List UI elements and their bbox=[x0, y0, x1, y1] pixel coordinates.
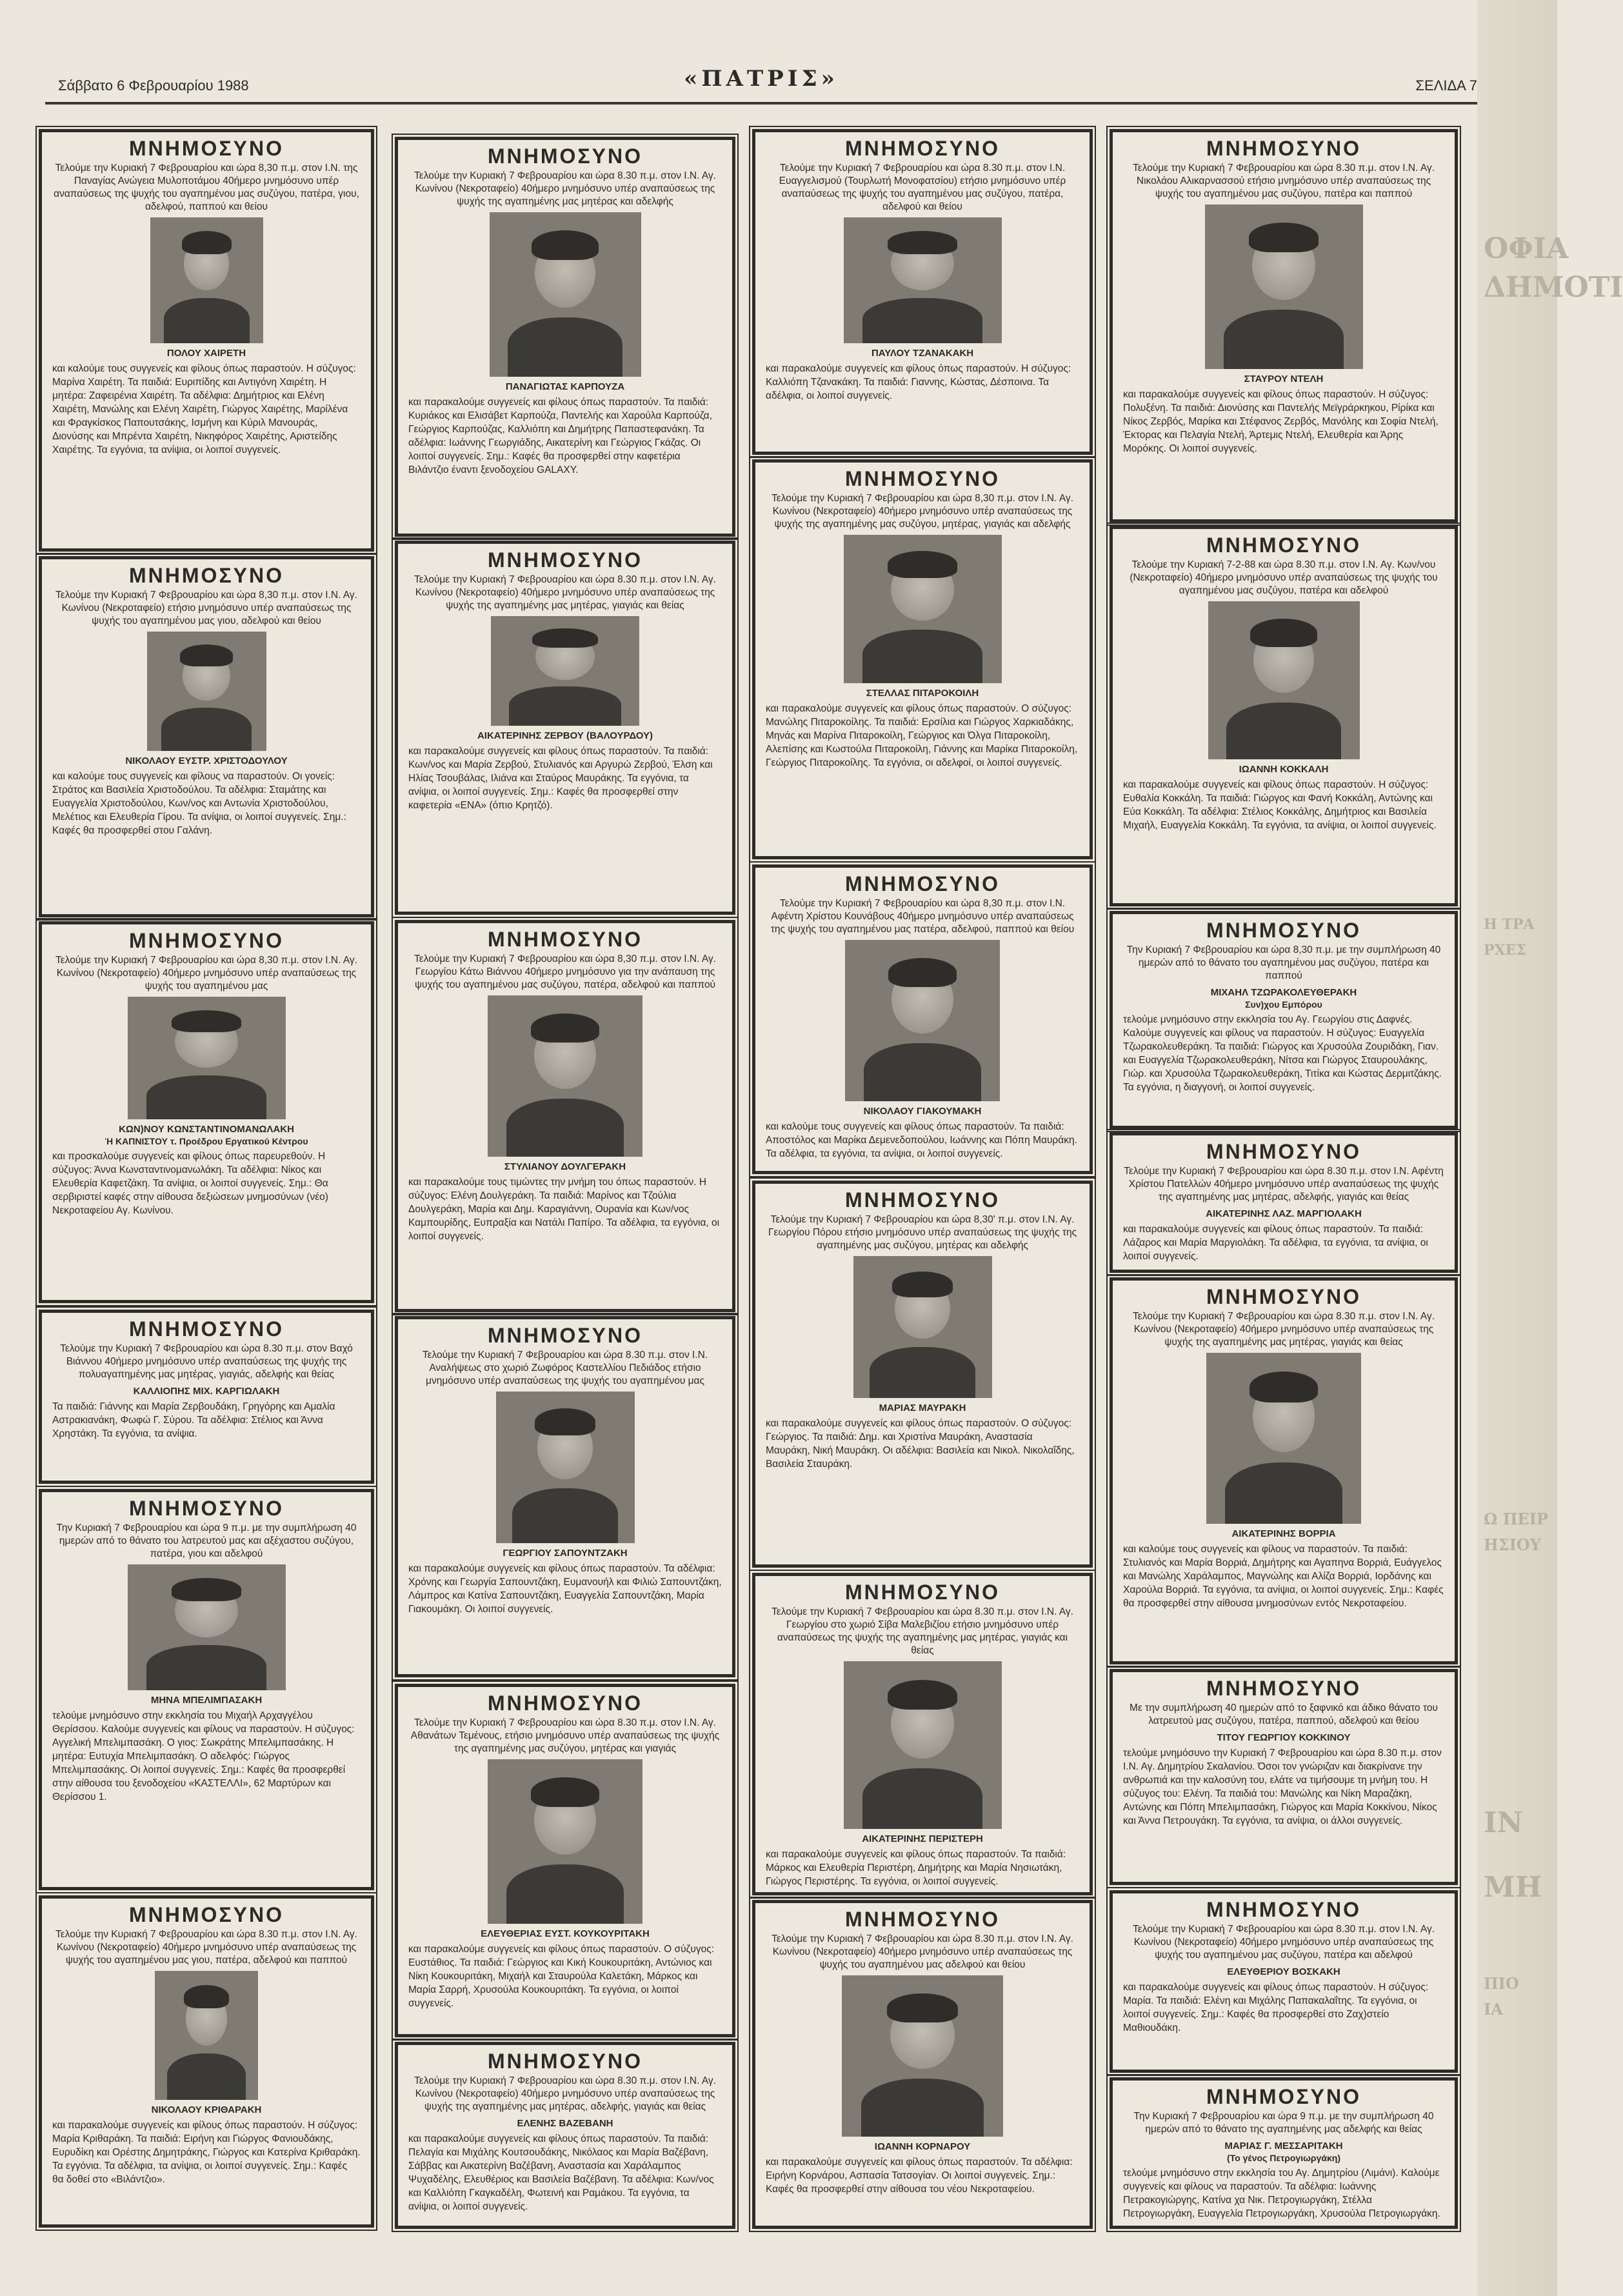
header-rule bbox=[45, 102, 1484, 105]
ghost-text: ΠΙΟ bbox=[1484, 1974, 1519, 1993]
notice-intro: Τελούμε την Κυριακή 7 Φεβρουαρίου και ώρα 8,30 π.μ. στον Ι.Ν. Αγ. Κωνίνου (Νεκροταφείο) 40ήμερο μνημόσυνο υπέρ αναπαύσεως της ψυχής του αγαπημένου μας bbox=[55, 955, 357, 992]
portrait-frame bbox=[52, 217, 361, 343]
page-header bbox=[39, 62, 1484, 107]
notice-title: ΜΝΗΜΟΣΥΝΟ bbox=[488, 2050, 642, 2073]
portrait-frame bbox=[408, 1759, 722, 1924]
memorial-notice bbox=[1110, 911, 1458, 1129]
memorial-notice bbox=[1110, 1132, 1458, 1273]
ghost-text: Η ΤΡΑ bbox=[1484, 916, 1535, 933]
deceased-subtitle: Συν)χου Εμπόρου bbox=[1245, 999, 1322, 1010]
notice-intro: Τελούμε την Κυριακή 7 Φεβρουαρίου και ώρα 8.30 π.μ. στον Ι.Ν. Αναλήψεως στο χωριό Ζωφόρος Καστελλίου Πεδιάδος ετήσιο μνημόσυνο υπέρ αναπαύσεως της ψυχής του αγαπημένου μας bbox=[422, 1350, 708, 1386]
notice-body: και καλούμε τους συγγενείς και φίλους να παραστούν. Οι γονείς: Στράτος και Βασιλεία Χριστοδούλου. Τα αδέλφια: Σταμάτης και Ευαγγελία Χριστοδούλου, Κων/νος και Αντωνία Χριστοδούλου, Μελέτιος και Ελευθερία Γίρου. Τα ανίψια, οι λοιποί συγγενείς. Σημ.: Καφές θα προσφερθεί στου Γαλάνη. bbox=[52, 771, 346, 836]
portrait-frame bbox=[766, 940, 1079, 1101]
ghost-text: ΡΧΕΣ bbox=[1484, 942, 1526, 959]
notice-intro: Τελούμε την Κυριακή 7 Φεβρουαρίου και ώρα 8.30 π.μ. στον Ι.Ν. Αγ. Κωνίνου (Νεκροταφείο) 40ήμερο μνημόσυνο υπέρ αναπαύσεως της ψυχής της αγαπημένης μας μητέρας και αδελφής bbox=[414, 170, 716, 207]
notice-intro: Τελούμε την Κυριακή 7 Φεβρουαρίου και ώρα 8,30 π.μ. στον Ι.Ν. Αγ. Κωνίνου (Νεκροταφείο) ετήσιο μνημόσυνο υπέρ αναπαύσεως της ψυχής του αγαπημένου μας γιου, αδελφού και θείου bbox=[55, 590, 357, 626]
notice-title: ΜΝΗΜΟΣΥΝΟ bbox=[845, 872, 1000, 895]
notice-title: ΜΝΗΜΟΣΥΝΟ bbox=[845, 137, 1000, 160]
notice-title: ΜΝΗΜΟΣΥΝΟ bbox=[488, 548, 642, 572]
notice-body: και παρακαλούμε συγγενείς και φίλους όπως παραστούν. Η σύζυγος: Πολυξένη. Τα παιδιά: Διονύσης και Παντελής Μεϊγράρκηκου, Ρίρίκα και Νίκος Ζερβός, Μαρίκα και Στέφανος Ζερβός, Μανόλης και Σοφία Ντελή, Έκτορας και Πελαγία Ντελή, Άρτεμις Ντελή, Ελευθερία και Άρης Μορόκης. Οι λοιποί συγγενείς. bbox=[1123, 389, 1439, 454]
portrait-frame bbox=[1123, 601, 1444, 759]
memorial-notice bbox=[39, 129, 374, 552]
notice-title: ΜΝΗΜΟΣΥΝΟ bbox=[129, 137, 284, 160]
notice-title: ΜΝΗΜΟΣΥΝΟ bbox=[129, 929, 284, 952]
deceased-portrait bbox=[1208, 601, 1360, 759]
notice-body: και παρακαλούμε συγγενείς και φίλους όπως παραστούν. Τα παιδιά: Κων/νος και Μαρία Ζερβού, Στυλιανός και Αργυρώ Ζερβού, Έλση και Ηλίας Τσουβάλας, Ιλιάνα και Σταύρος Μαυράκης. Τα εγγόνια, τα ανίψια, οι λοιποί συγγενείς. Σημ.: Καφές θα προσφερθεί στην καφετερία «ΕΝΑ» (όπιο Κρητζό). bbox=[408, 746, 713, 811]
notice-body: και προσκαλούμε συγγενείς και φίλους όπως παρευρεθούν. Η σύζυγος: Άννα Κωνσταντινομανωλάκη. Τα αδέλφια: Νίκος και Ελευθερία Καφετζάκη. Τα ανίψια, οι λοιποί συγγενείς. Σημ.: Θα σερβιριστεί καφές στην αίθουσα δεξιώσεων μνημοσύνων (νέο) Νεκροταφείου Αγ. Κωνίνου. bbox=[52, 1151, 328, 1216]
notice-body: και παρακαλούμε συγγενείς και φίλους όπως παραστούν. Η σύζυγος: Μαρία Κριθαράκη. Τα παιδιά: Ειρήνη και Γιώργος Φανιουδάκης, Ευρυδίκη και Ορέστης Δημητράκης, Γιώργος και Κατερίνα Κριθαράκη. Τα εγγόνια. Τα αδέλφια, τα ανίψια, οι λοιποί συγγενείς. Σημ.: Καφές θα δοθεί στο «Βιλάντζιο». bbox=[52, 2120, 361, 2185]
deceased-portrait bbox=[845, 940, 1000, 1101]
deceased-portrait bbox=[150, 217, 263, 343]
memorial-notice bbox=[39, 556, 374, 917]
notice-body: και καλούμε τους συγγενείς και φίλους να παραστούν. Τα παιδιά: Στυλιανός και Μαρία Βορριά, Δημήτρης και Αγαπηνα Βορριά, Ευάγγελος και Μανώλης Χαράλαμπος, Μαγνώλης και Αλίζα Βορριά, Ιορδάνης και Χαρούλα Βορριά. Τα εγγόνια, τα ανίψια, οι λοιποί συγγενείς. Σημ.: Καφές θα προσφερθεί στην αίθουσα μνημοσύνων εντός Νεκροταφείου. bbox=[1123, 1544, 1444, 1609]
notice-intro: Τελούμε την Κυριακή 7 Φεβρουαρίου και ώρα 8.30 π.μ. στον Ι.Ν. Αγ. Κωνίνου (Νεκροταφείο) 40ήμερο μνημόσυνο υπέρ αναπαύσεως της ψυχής του αγαπημένου μας αδελφού και θείου bbox=[772, 1933, 1073, 1970]
deceased-name: ΣΤΑΥΡΟΥ ΝΤΕΛΗ bbox=[1244, 374, 1324, 384]
notice-body: και παρακαλούμε συγγενείς και φίλους όπως παραστούν. Τα παιδιά: Λάζαρος και Μαρία Μαργιολάκη. Τα αδέλφια, τα εγγόνια, τα ανίψια, οι λοιποί συγγενείς. bbox=[1123, 1224, 1428, 1262]
notice-intro: Τελούμε την Κυριακή 7 Φεβρουαρίου και ώρα 8.30 π.μ. στον Ι.Ν. Αγ. Νικολάου Αλικαρνασσού ετήσιο μνημόσυνο υπέρ αναπαύσεως της ψυχής του αγαπημένου μας συζύγου, πατέρα και παππού bbox=[1133, 163, 1435, 199]
memorial-notice bbox=[1110, 129, 1458, 523]
notice-intro: Τελούμε την Κυριακή 7 Φεβρουαρίου και ώρα 8.30 π.μ. στον Ι.Ν. Αγ. Κωνίνου (Νεκροταφείο) 40ήμερο μνημόσυνο υπέρ αναπαύσεως της ψυχής του αγαπημένου μας συζύγου, πατέρα και αδελφού bbox=[1133, 1924, 1435, 1961]
ghost-text: ΔΗΜΟΤΙ bbox=[1484, 271, 1623, 304]
notice-body: και παρακαλούμε συγγενείς και φίλους όπως παραστούν. Τα αδέλφια: Ειρήνη Κορνάρου, Ασπασία Τατσογίαν. Οι λοιποί συγγενείς. Σημ.: Καφές θα προσφερθεί στην αίθουσα του νέου Νεκροταφείου. bbox=[766, 2157, 1073, 2195]
memorial-notice bbox=[1110, 526, 1458, 906]
deceased-portrait bbox=[496, 1392, 635, 1543]
notice-body: και παρακαλούμε συγγενείς και φίλους όπως παραστούν. Η σύζυγος: Μαρία. Τα παιδιά: Ελένη και Μιχάλης Παπακαλαΐτης. Τα εγγόνια, οι λοιποί συγγενείς. Σημ.: Καφές θα προσφερθεί στο Ζαχ)στείο Μαθιουδάκη. bbox=[1123, 1982, 1429, 2033]
memorial-notice bbox=[39, 1310, 374, 1484]
notice-intro: Με την συμπλήρωση 40 ημερών από το ξαφνικό και άδικο θάνατο του λατρευτού μας συζύγου, πατέρα, παππού, αδελφού και θείου bbox=[1130, 1702, 1438, 1726]
notice-body: και παρακαλούμε συγγενείς και φίλους όπως παραστούν. Ο σύζυγος: Γεώργιος. Τα παιδιά: Δημ. και Χριστίνα Μαυράκη, Αναστασία Μαυράκη, Νική Μαυράκη. Οι αδέλφια: Βασιλεία και Νικολ. Νικολαΐδης, Βασιλεία Σταυράκη. bbox=[766, 1418, 1075, 1470]
deceased-name: ΑΙΚΑΤΕΡΙΝΗΣ ΒΟΡΡΙΑ bbox=[1231, 1528, 1336, 1539]
memorial-notice bbox=[752, 459, 1093, 859]
notice-title: ΜΝΗΜΟΣΥΝΟ bbox=[1206, 137, 1361, 160]
deceased-name: ΚΩΝ)ΝΟΥ ΚΩΝΣΤΑΝΤΙΝΟΜΑΝΩΛΑΚΗ bbox=[119, 1124, 294, 1135]
portrait-frame bbox=[52, 1564, 361, 1690]
deceased-portrait bbox=[1205, 205, 1363, 369]
memorial-notice bbox=[752, 1900, 1093, 2229]
issue-date: Σάββατο 6 Φεβρουαρίου 1988 bbox=[58, 77, 249, 94]
ghost-text: ΟΦΙΑ bbox=[1484, 232, 1569, 265]
deceased-portrait bbox=[128, 1564, 286, 1690]
memorial-notice bbox=[1110, 2077, 1458, 2229]
deceased-portrait bbox=[128, 997, 286, 1119]
deceased-portrait bbox=[491, 616, 639, 726]
memorial-notice bbox=[39, 1489, 374, 1890]
deceased-portrait bbox=[155, 1971, 258, 2100]
deceased-portrait bbox=[488, 995, 642, 1157]
deceased-portrait bbox=[147, 632, 266, 751]
memorial-notice bbox=[395, 2042, 735, 2229]
notice-body: και παρακαλούμε συγγενείς και φίλους όπως παραστούν. Ο σύζυγος: Ευστάθιος. Τα παιδιά: Γεώργιος και Κική Κουκουριτάκη, Αντώνιος και Νίκη Κουκουριτάκη, Μιχαήλ και Σταυρούλα Καλετάκη, Μάρκος και Μαρία Σαρρή, Χρυσούλα Κουκουριτάκη. Τα εγγόνια, οι λοιποί συγγενείς. bbox=[408, 1944, 715, 2009]
deceased-name: ΠΟΛΟΥ ΧΑΙΡΕΤΗ bbox=[166, 348, 246, 359]
portrait-frame bbox=[408, 616, 722, 726]
notice-title: ΜΝΗΜΟΣΥΝΟ bbox=[845, 1188, 1000, 1212]
deceased-name: ΝΙΚΟΛΑΟΥ ΚΡΙΘΑΡΑΚΗ bbox=[151, 2104, 262, 2115]
notice-intro: Τελούμε την Κυριακή 7 Φεβρουαρίου και ώρα 8,30 π.μ. στον Ι.Ν. Αγ. Κωνίνου (Νεκροταφείο) 40ήμερο μνημόσυνο υπέρ αναπαύσεως της ψυχής της αγαπημένης μας συζύγου, μητέρας, γιαγιάς και αδελφής bbox=[772, 493, 1073, 530]
portrait-frame bbox=[766, 535, 1079, 683]
deceased-portrait bbox=[488, 1759, 642, 1924]
deceased-name: ΜΗΝΑ ΜΠΕΛΙΜΠΑΣΑΚΗ bbox=[150, 1695, 263, 1706]
notice-body: και παρακαλούμε συγγενείς και φίλους όπως παραστούν. Τα αδέλφια: Χρόνης και Γεωργία Σαπουντζάκη, Ευμανουήλ και Φιλιώ Σαπουντζάκη, Λάμπρος και Κατίνα Σαπουντζάκη, Ευαγγελία Σαπουντζάκη, Μαρία Γιακουμάκη. Οι λοιποί συγγενείς. bbox=[408, 1563, 722, 1615]
memorial-notice bbox=[1110, 1890, 1458, 2073]
notice-title: ΜΝΗΜΟΣΥΝΟ bbox=[845, 1581, 1000, 1604]
ghost-text: ΜΗ bbox=[1484, 1871, 1542, 1904]
notice-body: και παρακαλούμε συγγενείς και φίλους όπως παραστούν. Ο σύζυγος: Μανώλης Πιταροκοίλης. Τα παιδιά: Ερσίλια και Γιώργος Χαρκιαδάκης, Μηνάς και Μαρίνα Πιταροκοίλη, Γεώργιος και Όλγα Πιταροκοίλη, Αλεπίσης και Κωστούλα Πιταροκοίλη, Γιάννης και Μαρίκα Πιταροκοίλη, Γεώργιος Πιταροκοίλης. Τα εγγόνια, οι αδελφοί, οι λοιποί συγγενείς. bbox=[766, 703, 1078, 768]
deceased-name: ΕΛΕΝΗΣ ΒΑΖΕΒΑΝΗ bbox=[517, 2118, 613, 2129]
memorial-notice bbox=[395, 1316, 735, 1677]
portrait-frame bbox=[408, 1392, 722, 1543]
deceased-name: ΑΙΚΑΤΕΡΙΝΗΣ ΠΕΡΙΣΤΕΡΗ bbox=[862, 1833, 983, 1844]
memorial-notice bbox=[1110, 1277, 1458, 1664]
ghost-text: Ω ΠΕΙΡ bbox=[1484, 1510, 1548, 1528]
notice-intro: Τελούμε την Κυριακή 7-2-88 και ώρα 8.30 π.μ. στον Ι.Ν. Αγ. Κων/νου (Νεκροταφείο) 40ήμερο μνημόσυνο υπέρ αναπαύσεως της ψυχής του αγαπημένου μας συζύγου, πατέρα και αδελφού bbox=[1130, 559, 1438, 596]
notice-title: ΜΝΗΜΟΣΥΝΟ bbox=[129, 564, 284, 587]
notice-body: και καλούμε τους συγγενείς και φίλους όπως παραστούν. Η σύζυγος: Μαρίνα Χαιρέτη. Τα παιδιά: Ευριπίδης και Αντιγόνη Χαιρέτη. Η μητέρα: Ζαφειρένια Χαιρέτη. Τα αδέλφια: Δημήτριος και Ελένη Χαιρέτη, Μανώλης και Ελένη Χαιρέτη, Γιώργος Χαιρέτης, Μαρίλένα και Φραγκίσκος Παπουτσάκης, Ισμήνη και Κύριλ Μανουράς, Διονύσης και Μπρέντα Χαιρέτη, Νικηφόρος Χαιρέτης, Αριστείδης Χαιρέτης. Τα εγγόνια, τα ανίψια, οι λοιποί συγγενείς. bbox=[52, 363, 356, 455]
deceased-name: ΙΩΑΝΝΗ ΚΟΡΝΑΡΟΥ bbox=[874, 2141, 971, 2152]
notice-body: τελούμε μνημόσυνο στην εκκλησία του Αγ. Γεωργίου στις Δαφνές. Καλούμε συγγενείς και φίλους να παραστούν. Η σύζυγος: Ευαγγελία Τζωρακολευθεράκη. Τα παιδιά: Γιώργος και Χρυσούλα Ζουριδάκη, Γιαν. και Ευαγγελία Τζωρακολευθεράκη, Νίτσα και Γιώργος Σταυρουλάκης, Γιώρ. και Χρυσούλα Τζωρακολευθεράκη, Τιτίκα και Κώστας Δερμιτζάκης. Τα εγγόνια, η διαγγονή, οι λοιποί συγγενείς. bbox=[1123, 1014, 1442, 1093]
memorial-notice bbox=[395, 1684, 735, 2037]
ghost-text: ΗΣΙΟΥ bbox=[1484, 1535, 1541, 1554]
deceased-subtitle: Ή ΚΑΠΝΙΣΤΟΥ τ. Προέδρου Εργατικού Κέντρου bbox=[105, 1136, 308, 1146]
deceased-name: ΕΛΕΥΘΕΡΙΟΥ ΒΟΣΚΑΚΗ bbox=[1227, 1966, 1340, 1977]
notice-body: και παρακαλούμε συγγενείς και φίλους όπως παραστούν. Τα παιδιά: Κυριάκος και Ελισάβετ Καρπούζα, Παντελής και Χαρούλα Καρπούζα, Γεώργιος Καρπούζας, Καλλιόπη και Δημήτρης Παπαστεφανάκη. Τα αδέλφια: Ιωάννης Γεωργιάδης, Αικατερίνη και Γεώργιος Γκάζας. Οι λοιποί συγγενείς. Σημ.: Καφές θα προσφερθεί στην καφετέρια Βιλάντζιο έναντι ξενοδοχείου GALAXY. bbox=[408, 397, 712, 475]
ghost-text: ΙΑ bbox=[1484, 2000, 1503, 2019]
deceased-portrait bbox=[490, 212, 641, 377]
deceased-portrait bbox=[1206, 1353, 1361, 1524]
notice-intro: Τελούμε την Κυριακή 7 Φεβρουαρίου και ώρα 8.30 π.μ. στον Ι.Ν. Αγ. Κωνίνου (Νεκροταφείο) 40ήμερο μνημόσυνο υπέρ αναπαύσεως της ψυχής της αγαπημένης μας μητέρας, γιαγιάς και θείας bbox=[1133, 1311, 1435, 1348]
memorial-notice bbox=[395, 920, 735, 1312]
notice-intro: Τελούμε την Κυριακή 7 Φεβρουαρίου και ώρα 8.30 π.μ. στον Ι.Ν. Αγ. Κωνίνου (Νεκροταφείο) 40ήμερο μνημόσυνο υπέρ αναπαύσεως της ψυχής της αγαπημένης μας μητέρας, γιαγιάς και θείας bbox=[414, 574, 716, 611]
notice-intro: Τελούμε την Κυριακή 7 Φεβρουαρίου και ώρα 8.30 π.μ. στον Ι.Ν. Αφέντη Χρίστου Πατελλών 40ήμερο μνημόσυνο υπέρ αναπαύσεως της ψυχής της αγαπημένης μας μητέρας, αδελφής, γιαγιάς και θείας bbox=[1124, 1166, 1444, 1203]
notice-title: ΜΝΗΜΟΣΥΝΟ bbox=[488, 145, 642, 168]
ghost-text: ΙΝ bbox=[1484, 1806, 1523, 1839]
deceased-name: ΜΙΧΑΗΛ ΤΖΩΡΑΚΟΛΕΥΘΕΡΑΚΗ bbox=[1210, 987, 1357, 998]
notice-intro: Τελούμε την Κυριακή 7 Φεβρουαρίου και ώρα 8.30 π.μ. στον Ι.Ν. Αγ. Κωνίνου (Νεκροταφείο) 40ήμερο μνημόσυνο υπέρ αναπαύσεως της ψυχής της αγαπημένης μας μητέρας, αδελφής, γιαγιάς και θείας bbox=[414, 2075, 716, 2112]
deceased-name: ΣΤΕΛΛΑΣ ΠΙΤΑΡΟΚΟΙΛΗ bbox=[866, 688, 979, 699]
notice-body: και παρακαλούμε συγγενείς και φίλους όπως παραστούν. Τα παιδιά: Μάρκος και Ελευθερία Περιστέρη, Δημήτρης και Μαρία Νησιωτάκη, Γιώργος Περιστέρης. Τα εγγόνια, οι λοιποί συγγενείς. bbox=[766, 1849, 1066, 1887]
notice-intro: Τελούμε την Κυριακή 7 Φεβρουαρίου και ώρα 8.30 π.μ. στον Βαχό Βιάννου 40ήμερο μνημόσυνο υπέρ αναπαύσεως της ψυχής της πολυαγαπημένης μας μητέρας, γιαγιάς, αδελφής και θείας bbox=[60, 1343, 353, 1380]
portrait-frame bbox=[766, 1661, 1079, 1829]
notice-body: και καλούμε τους συγγενείς και φίλους όπως παραστούν. Τα παιδιά: Αποστόλος και Μαρίκα Δεμενεδοπούλου, Ιωάννης και Πόπη Μαυράκη. Τα αδέλφια, τα εγγόνια, τα ανίψια, οι λοιποί συγγενείς. bbox=[766, 1121, 1077, 1159]
portrait-frame bbox=[408, 995, 722, 1157]
portrait-frame bbox=[52, 632, 361, 751]
deceased-name: ΝΙΚΟΛΑΟΥ ΕΥΣΤΡ. ΧΡΙΣΤΟΔΟΥΛΟΥ bbox=[125, 755, 288, 766]
notice-body: Τα παιδιά: Γιάννης και Μαρία Ζερβουδάκη, Γρηγόρης και Αμαλία Αστρακιανάκη, Φωφώ Γ. Σύρου. Τα αδέλφια: Στέλιος και Άννα Χρηστάκη. Τα εγγόνια, τα ανίψια. bbox=[52, 1401, 335, 1439]
notice-body: και παρακαλούμε συγγενείς και φίλους όπως παραστούν. Τα παιδιά: Πελαγία και Μιχάλης Κουτσουδάκης, Νικόλαος και Μαρία Βαζέβανη, Σάββας και Αικατερίνη Βαζέβανη, Αναστασία και Χαράλαμπος Ψυχαδέλης, Ελευθέριος και Βασιλεία Βαζέβανη. Τα αδέλφια: Κων/νος και Καλλιόπη Γκαγκαδέλη, Φωτεινή και Ραμάκου. Τα εγγόνια, τα ανίψια, οι λοιποί συγγενείς. bbox=[408, 2133, 714, 2212]
portrait-frame bbox=[52, 1971, 361, 2100]
portrait-frame bbox=[408, 212, 722, 377]
notice-intro: Τελούμε την Κυριακή 7 Φεβρουαρίου και ώρα 8.30 π.μ. στον Ι.Ν. Αγ. Κωνίνου (Νεκροταφείο) 40ήμερο μνημόσυνο υπέρ αναπαύσεως της ψυχής του αγαπημένου μας γιου, πατέρα, αδελφού και παππού bbox=[55, 1929, 357, 1966]
deceased-name: ΤΙΤΟΥ ΓΕΩΡΓΙΟΥ ΚΟΚΚΙΝΟΥ bbox=[1217, 1732, 1351, 1743]
notice-body: τελούμε μνημόσυνο στην εκκλησία του Μιχαήλ Αρχαγγέλου Θερίσσου. Καλούμε συγγενείς και φίλους να παραστούν. Η σύζυγος: Αγγελική Μπελιμπασάκη. Ο γιος: Σωκράτης Μπελιμπασάκης. Η μητέρα: Ευτυχία Μπελιμπασάκη. Ο αδελφός: Γιώργος Μπελιμπασάκης. Οι λοιποί συγγενείς. Σημ.: Καφές θα προσφερθεί στην αίθουσα του ξενοδοχείου «ΚΑΣΤΕΛΛΙ», 62 Μαρτύρων και Θερίσσου 1. bbox=[52, 1710, 355, 1802]
portrait-frame bbox=[766, 1975, 1079, 2137]
notice-title: ΜΝΗΜΟΣΥΝΟ bbox=[488, 1324, 642, 1347]
notice-title: ΜΝΗΜΟΣΥΝΟ bbox=[1206, 1677, 1361, 1700]
memorial-notice bbox=[752, 864, 1093, 1174]
notice-title: ΜΝΗΜΟΣΥΝΟ bbox=[488, 1692, 642, 1715]
deceased-portrait bbox=[853, 1256, 992, 1398]
notice-title: ΜΝΗΜΟΣΥΝΟ bbox=[129, 1903, 284, 1926]
memorial-notice bbox=[39, 1895, 374, 2228]
portrait-frame bbox=[52, 997, 361, 1119]
notice-intro: Τελούμε την Κυριακή 7 Φεβρουαρίου και ώρα 8,30' π.μ. στον Ι.Ν. Αγ. Γεωργίου Πόρου ετήσιο μνημόσυνο υπέρ αναπαύσεως της ψυχής της αγαπημένης μας συζύγου, μητέρας και αδελφής bbox=[768, 1214, 1077, 1251]
notice-body: και παρακαλούμε συγγενείς και φίλους όπως παραστούν. Η σύζυγος: Καλλιόπη Τζανακάκη. Τα παιδιά: Γιαννης, Κώστας, Δέσποινα. Τα αδέλφια, οι λοιποί συγγενείς. bbox=[766, 363, 1071, 401]
notice-title: ΜΝΗΜΟΣΥΝΟ bbox=[1206, 1898, 1361, 1921]
notice-title: ΜΝΗΜΟΣΥΝΟ bbox=[1206, 919, 1361, 942]
notice-title: ΜΝΗΜΟΣΥΝΟ bbox=[845, 1908, 1000, 1931]
deceased-name: ΓΕΩΡΓΙΟΥ ΣΑΠΟΥΝΤΖΑΚΗ bbox=[503, 1548, 628, 1559]
notice-intro: Τελούμε την Κυριακή 7 Φεβρουαρίου και ώρα 8.30 π.μ. στον Ι.Ν. Ευαγγελισμού (Τουρλωτή Μονοφατσίου) ετήσιο μνημόσυνο υπέρ αναπαύσεως της ψυχής του αγαπημένου μας συζύγου, πατέρα, αδελφού και θείου bbox=[779, 163, 1066, 212]
notice-body: τελούμε μνημόσυνο στην εκκλησία του Αγ. Δημητρίου (Λιμάνι). Καλούμε συγγενείς και φίλους να παραστούν. Τα αδέλφια: Ιωάννης Πετρακογιώργης, Κατίνα χα Νικ. Πετρογιωργάκη, Στέλλα Πετρογιωργάκη, Ευαγγελία Πετρογιωργάκη, Χρυσούλα Πετρογιωργάκη. bbox=[1123, 2168, 1440, 2219]
notice-title: ΜΝΗΜΟΣΥΝΟ bbox=[1206, 1140, 1361, 1163]
deceased-portrait bbox=[844, 535, 1002, 683]
notice-intro: Τελούμε την Κυριακή 7 Φεβρουαρίου και ώρα 8.30 π.μ. στον Ι.Ν. Αγ. Αθανάτων Τεμένους, ετήσιο μνημόσυνο υπέρ αναπαύσεως της ψυχής της αγαπημένης μας συζύγου, μητέρας και γιαγιάς bbox=[410, 1717, 720, 1754]
portrait-frame bbox=[1123, 205, 1444, 369]
memorial-notice bbox=[395, 137, 735, 537]
notice-intro: Τελούμε την Κυριακή 7 Φεβρουαρίου και ώρα 8,30 π.μ. στον Ι.Ν. Αφέντη Χρίστου Κουνάβους 40ήμερο μνημόσυνο υπέρ αναπαύσεως της ψυχής του αγαπημένου μας πατέρα, αδελφού, παππού και θείου bbox=[770, 898, 1075, 935]
deceased-name: ΚΑΛΛΙΟΠΗΣ ΜΙΧ. ΚΑΡΓΙΩΛΑΚΗ bbox=[133, 1386, 280, 1397]
memorial-notice bbox=[39, 921, 374, 1303]
deceased-name: ΝΙΚΟΛΑΟΥ ΓΙΑΚΟΥΜΑΚΗ bbox=[863, 1106, 982, 1117]
masthead: «ΠΑΤΡΙΣ» bbox=[684, 66, 839, 92]
deceased-name: ΜΑΡΙΑΣ Γ. ΜΕΣΣΑΡΙΤΑΚΗ bbox=[1224, 2141, 1343, 2151]
notice-title: ΜΝΗΜΟΣΥΝΟ bbox=[1206, 534, 1361, 557]
notice-body: και παρακαλούμε συγγενείς και φίλους όπως παραστούν. Η σύζυγος: Ευθαλία Κοκκάλη. Τα παιδιά: Γιώργος και Φανή Κοκκάλη, Αντώνης και Εύα Κοκκάλη. Τα αδέλφια: Στέλιος Κοκκάλης, Δημήτριος και Βασιλεία Μιχαήλ, Ευαγγελία Κοκκάλη. Τα εγγόνια, τα ανίψια, οι λοιποί συγγενείς. bbox=[1123, 779, 1437, 831]
notice-title: ΜΝΗΜΟΣΥΝΟ bbox=[1206, 1285, 1361, 1308]
notice-body: και παρακαλούμε τους τιμώντες την μνήμη του όπως παραστούν. Η σύζυγος: Ελένη Δουλγεράκη. Τα παιδιά: Μαρίνος και Τζούλια Δουλγεράκη, Μαρία και Δημ. Καραγιάννη, Ουρανία και Κων/νος Καμπουρίδης, Ευπραξία και Νατάλι Παπίρο. Τα αδέλφια, τα εγγόνια, οι λοιποί συγγενείς. bbox=[408, 1177, 720, 1242]
portrait-frame bbox=[766, 1256, 1079, 1398]
memorial-notice bbox=[752, 1181, 1093, 1568]
memorial-notice bbox=[752, 1573, 1093, 1895]
portrait-frame bbox=[1123, 1353, 1444, 1524]
deceased-portrait bbox=[844, 1661, 1002, 1829]
memorial-notice bbox=[1110, 1669, 1458, 1885]
notice-intro: Την Κυριακή 7 Φεβρουαρίου και ώρα 9 π.μ. με την συμπλήρωση 40 ημερών από το θάνατο του λατρευτού μας και αξέχαστου συζύγου, πατέρα, γιου και αδελφού bbox=[56, 1522, 357, 1559]
notice-intro: Την Κυριακή 7 Φεβρουαρίου και ώρα 9 π.μ. με την συμπλήρωση 40 ημερών από το θάνατο της αγαπημένης μας αδελφής και θείας bbox=[1133, 2111, 1434, 2135]
memorial-notice bbox=[395, 541, 735, 915]
deceased-name: ΑΙΚΑΤΕΡΙΝΗΣ ΖΕΡΒΟΥ (ΒΑΛΟΥΡΔΟΥ) bbox=[477, 730, 653, 741]
deceased-name: ΠΑΝΑΓΙΩΤΑΣ ΚΑΡΠΟΥΖΑ bbox=[505, 381, 625, 392]
memorial-notice bbox=[752, 129, 1093, 455]
portrait-frame bbox=[766, 217, 1079, 343]
notice-intro: Τελούμε την Κυριακή 7 Φεβρουαρίου και ώρα 8,30 π.μ. στον Ι.Ν. της Παναγίας Ανώγεια Μυλοποτάμου 40ήμερο μνημόσυνο υπέρ αναπαύσεως της ψυχής του αγαπημένου μας συζύγου, πατέρα, γιου, αδελφού, παππού και θείου bbox=[54, 163, 359, 212]
deceased-subtitle: (Το γένος Πετρογιωργάκη) bbox=[1226, 2153, 1341, 2163]
notice-body: τελούμε μνημόσυνο την Κυριακή 7 Φεβρουαρίου και ώρα 8.30 π.μ. στον Ι.Ν. Αγ. Δημητρίου Σκαλανίου. Όσοι τον γνώριζαν και διακρίνανε την ανθρωπιά και την καλοσύνη του, ελάτε να τιμήσουμε τη μνήμη του. Η σύζυγος του: Ελένη. Τα παιδιά του: Μανώλης και Νίκη Μαραζάκη, Αντώνης και Πόπη Μπελιμπασάκη, Γιώργος και Μαρία Κοκκίνου, Νίκος και Άννα Πετρουγάκη. Τα εγγόνια, τα ανίψια, οι άλλοι συγγενείς. bbox=[1123, 1748, 1442, 1826]
deceased-name: ΠΑΥΛΟΥ ΤΖΑΝΑΚΑΚΗ bbox=[871, 348, 974, 359]
page-number: ΣΕΛΙΔΑ 7 bbox=[1415, 77, 1477, 94]
adjacent-page-margin bbox=[1477, 0, 1623, 2296]
notice-title: ΜΝΗΜΟΣΥΝΟ bbox=[488, 928, 642, 951]
notice-intro: Την Κυριακή 7 Φεβρουαρίου και ώρα 8,30 π.μ. με την συμπλήρωση 40 ημερών από το θάνατο του αγαπημένου μας συζύγου, πατέρα και παππού bbox=[1126, 944, 1441, 981]
notice-intro: Τελούμε την Κυριακή 7 Φεβρουαρίου και ώρα 8.30 π.μ. στον Ι.Ν. Αγ. Γεωργίου στο χωριό Σίβα Μαλεβιζίου ετήσιο μνημόσυνο υπέρ αναπαύσεως της ψυχής της αγαπημένης μας μητέρας, γιαγιάς και θείας bbox=[772, 1606, 1073, 1656]
deceased-name: ΜΑΡΙΑΣ ΜΑΥΡΑΚΗ bbox=[879, 1403, 966, 1413]
notice-title: ΜΝΗΜΟΣΥΝΟ bbox=[845, 467, 1000, 490]
deceased-name: ΙΩΑΝΝΗ ΚΟΚΚΑΛΗ bbox=[1239, 764, 1329, 775]
deceased-name: ΑΙΚΑΤΕΡΙΝΗΣ ΛΑΖ. ΜΑΡΓΙΟΛΑΚΗ bbox=[1206, 1208, 1362, 1219]
notice-title: ΜΝΗΜΟΣΥΝΟ bbox=[1206, 2085, 1361, 2108]
deceased-portrait bbox=[844, 217, 1002, 343]
deceased-portrait bbox=[842, 1975, 1003, 2137]
deceased-name: ΕΛΕΥΘΕΡΙΑΣ ΕΥΣΤ. ΚΟΥΚΟΥΡΙΤΑΚΗ bbox=[481, 1928, 650, 1939]
notice-intro: Τελούμε την Κυριακή 7 Φεβρουαρίου και ώρα 8,30 π.μ. στον Ι.Ν. Αγ. Γεωργίου Κάτω Βιάννου 40ήμερο μνημόσυνο για την ανάπαυση της ψυχής του αγαπημένου μας συζύγου, πατέρα, αδελφού και παππού bbox=[414, 953, 716, 990]
deceased-name: ΣΤΥΛΙΑΝΟΥ ΔΟΥΛΓΕΡΑΚΗ bbox=[504, 1161, 626, 1172]
notice-title: ΜΝΗΜΟΣΥΝΟ bbox=[129, 1497, 284, 1520]
notice-title: ΜΝΗΜΟΣΥΝΟ bbox=[129, 1317, 284, 1341]
